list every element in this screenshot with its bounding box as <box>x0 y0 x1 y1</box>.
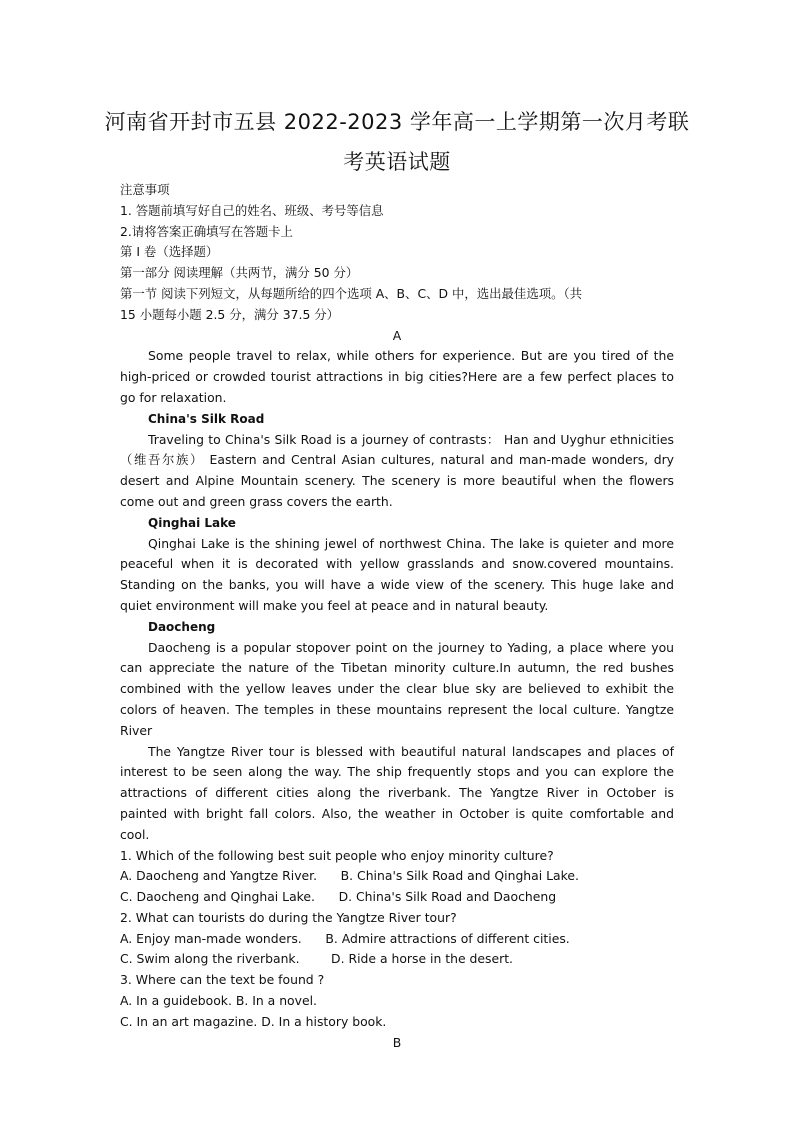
paragraph-silk-road: Traveling to China's Silk Road is a journey of contrasts： Han and Uyghur ethnicities（维吾尔族） Eastern and Central Asian cultures, natural and man-made wonders, dry desert and Alpine Mountain scenery. The scenery is more beautiful when the flowers come out and green grass covers the earth. <box>120 431 674 509</box>
passage-a-intro: Some people travel to relax, while others for experience. But are you tired of the high-priced or crowded tourist attractions in big cities?Here are a few perfect places to go for relaxation. <box>120 348 674 405</box>
exam-title-line1: 河南省开封市五县 2022-2023 学年高一上学期第一次月考联 <box>104 110 690 134</box>
passage-b-label: B <box>392 1034 402 1050</box>
heading-daocheng: Daocheng <box>148 619 216 634</box>
paragraph-yangtze-river: The Yangtze River tour is blessed with beautiful natural landscapes and places of interest to be seen along the way. The ship frequently stops and you can explore the attractions of different cities along the riverbank. The Yangtze River in October is painted with bright fall colors. Also, the weather in October is quite comfortable and cool. <box>120 743 674 842</box>
notice-heading: 注意事项 <box>120 182 170 197</box>
paragraph-daocheng: Daocheng is a popular stopover point on the journey to Yading, a place where you can appreciate the nature of the Tibetan minority culture.In autumn, the red bushes combined with the yellow leaves under the clear blue sky are believed to exhibit the colors of heaven. The temples in these mountains represent the local culture. Yangtze River <box>120 639 674 738</box>
heading-silk-road: China's Silk Road <box>148 411 265 426</box>
exam-title-line2: 考英语试题 <box>343 150 451 174</box>
question-3-options-cd: C. In an art magazine. D. In a history book. <box>120 1013 387 1029</box>
part-heading: 第一部分 阅读理解（共两节，满分 50 分） <box>120 265 359 281</box>
question-2-options-cd: C. Swim along the riverbank. D. Ride a horse in the desert. <box>120 951 513 967</box>
heading-qinghai-lake: Qinghai Lake <box>148 515 236 530</box>
paragraph-qinghai-lake: Qinghai Lake is the shining jewel of northwest China. The lake is quieter and more peaceful when it is decorated with yellow grasslands and snow.covered mountains. Standing on the banks, you will have a wide view of the scenery. This huge lake and quiet environment will make you feel at peace and in natural beauty. <box>120 535 674 613</box>
notice-item-1: 1. 答题前填写好自己的姓名、班级、考号等信息 <box>120 202 384 218</box>
exam-content <box>120 180 674 1053</box>
section-instructions-line2: 15 小题每小题 2.5 分，满分 37.5 分） <box>120 306 340 322</box>
volume-heading: 第 I 卷（选择题） <box>120 244 219 260</box>
question-2: 2. What can tourists do during the Yangtze River tour? <box>120 909 457 925</box>
question-3-options-ab: A. In a guidebook. B. In a novel. <box>120 993 317 1009</box>
question-1-options-cd: C. Daocheng and Qinghai Lake. D. China's Silk Road and Daocheng <box>120 889 557 905</box>
question-3: 3. Where can the text be found ? <box>120 972 325 988</box>
question-2-options-ab: A. Enjoy man-made wonders. B. Admire attractions of different cities. <box>120 930 570 946</box>
section-instructions-line1: 第一节 阅读下列短文，从每题所给的四个选项 A、B、C、D 中，选出最佳选项。（共 <box>120 285 583 301</box>
notice-item-2: 2.请将答案正确填写在答题卡上 <box>120 223 293 239</box>
question-1: 1. Which of the following best suit people who enjoy minority culture? <box>120 847 554 863</box>
passage-a-label: A <box>392 327 402 343</box>
question-1-options-ab: A. Daocheng and Yangtze River. B. China's Silk Road and Qinghai Lake. <box>120 868 579 884</box>
